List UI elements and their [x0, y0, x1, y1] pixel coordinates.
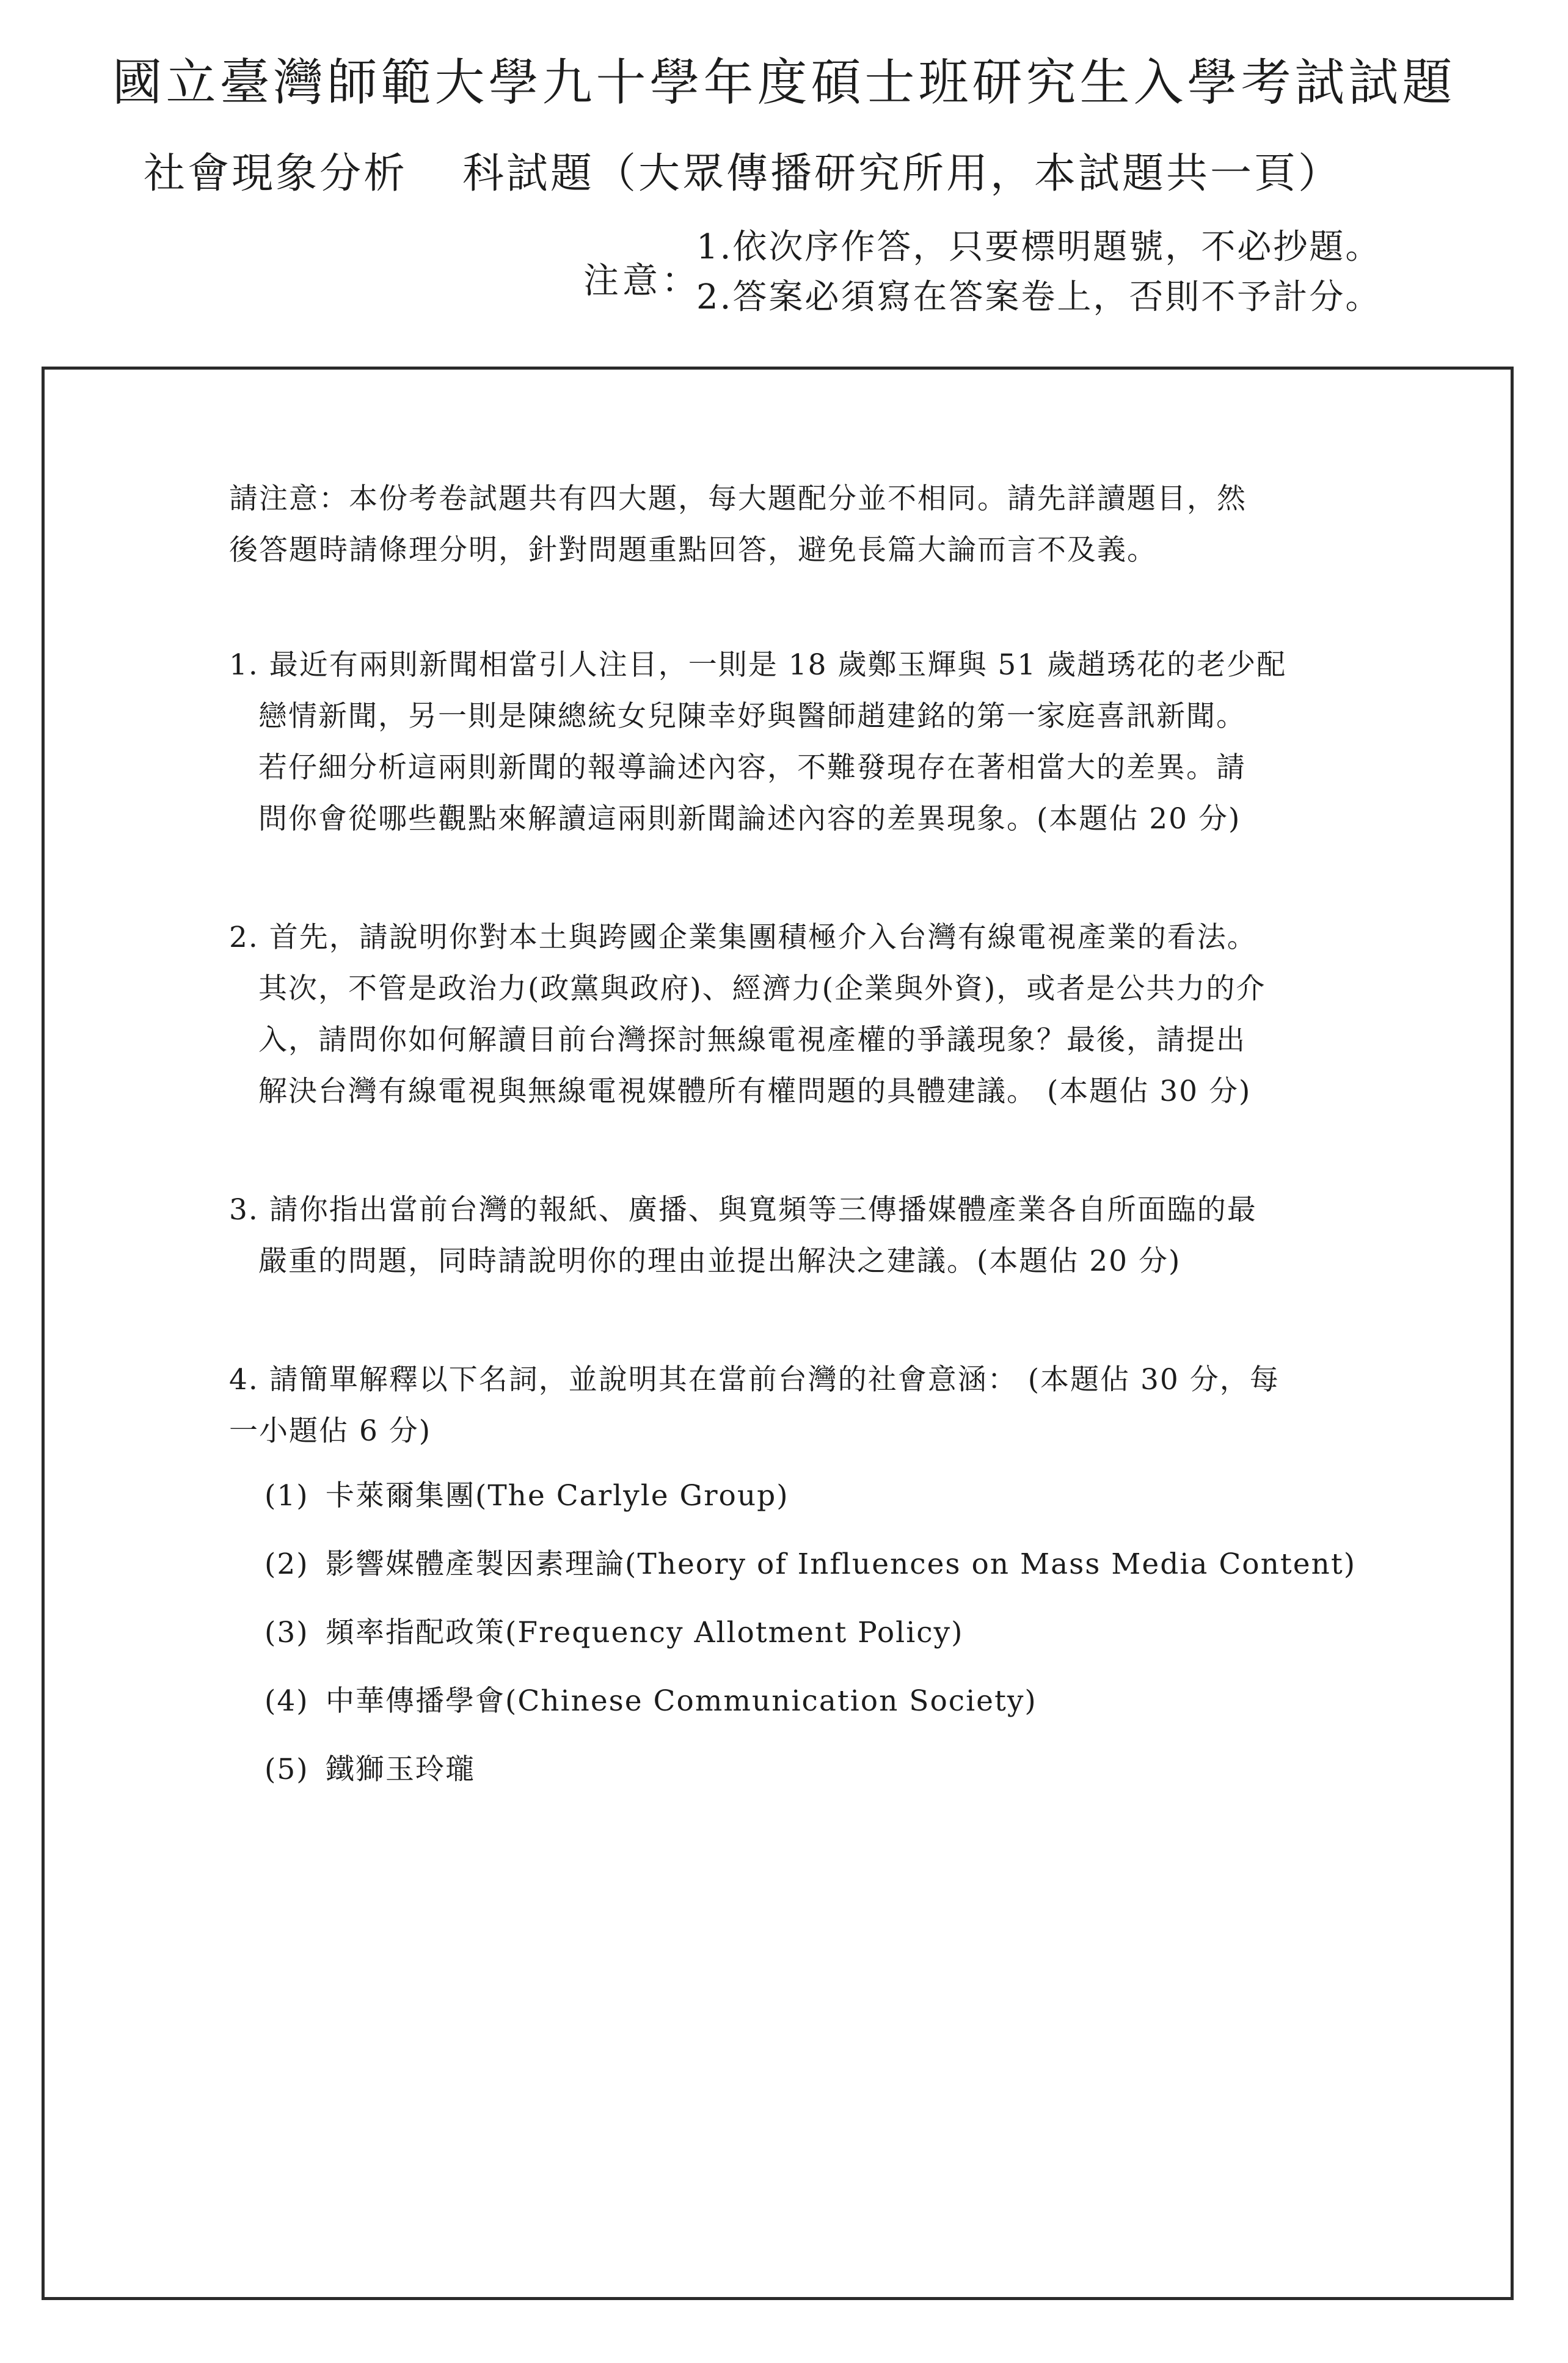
question-line: 2. 首先，請說明你對本土與跨國企業集團積極介入台灣有線電視產業的看法。	[229, 921, 1257, 954]
exam-subtitle	[144, 141, 1342, 200]
question-1	[229, 640, 1304, 845]
question-line: 嚴重的問題，同時請說明你的理由並提出解決之建議。(本題佔 20 分)	[258, 1244, 1181, 1278]
term-number: (3)	[264, 1616, 309, 1649]
subtitle-rest: 科試題（大眾傳播研究所用，本試題共一頁）	[462, 150, 1343, 198]
notice-item: 1.依次序作答，只要標明題號，不必抄題。	[696, 227, 1382, 267]
exam-content	[229, 473, 1357, 1816]
exam-title: 國立臺灣師範大學九十學年度碩士班研究生入學考試試題	[112, 54, 1456, 112]
term-item	[229, 1462, 1304, 1530]
term-list	[229, 1462, 1357, 1804]
term-text: 卡萊爾集團(The Carlyle Group)	[326, 1479, 789, 1513]
question-line: 問你會從哪些觀點來解讀這兩則新聞論述內容的差異現象。(本題佔 20 分)	[258, 802, 1241, 836]
question-2	[229, 912, 1304, 1117]
term-text: 中華傳播學會(Chinese Communication Society)	[326, 1684, 1037, 1718]
question-line: 解決台灣有線電視與無線電視媒體所有權問題的具體建議。 (本題佔 30 分)	[258, 1075, 1252, 1108]
question-line: 4. 請簡單解釋以下名詞，並說明其在當前台灣的社會意涵： (本題佔 30 分，每	[229, 1363, 1280, 1397]
term-item	[229, 1599, 1304, 1667]
question-line: 一小題佔 6 分)	[229, 1414, 432, 1448]
question-line: 若仔細分析這兩則新聞的報導論述內容，不難發現存在著相當大的差異。請	[258, 751, 1246, 784]
question-line: 3. 請你指出當前台灣的報紙、廣播、與寬頻等三傳播媒體產業各自所面臨的最	[229, 1193, 1257, 1227]
intro-line: 後答題時請條理分明，針對問題重點回答，避免長篇大論而言不及義。	[229, 533, 1157, 567]
term-number: (4)	[264, 1684, 309, 1718]
question-line: 入，請問你如何解讀目前台灣探討無線電視產權的爭議現象？最後，請提出	[258, 1023, 1246, 1057]
intro-paragraph	[229, 473, 1304, 576]
term-item	[229, 1667, 1304, 1736]
question-line: 1. 最近有兩則新聞相當引人注目，一則是 18 歲鄭玉輝與 51 歲趙琇花的老少配	[229, 648, 1287, 682]
term-item	[229, 1736, 1304, 1804]
question-3	[229, 1185, 1304, 1287]
term-text: 頻率指配政策(Frequency Allotment Policy)	[326, 1616, 964, 1649]
term-number: (2)	[264, 1547, 309, 1581]
question-4	[229, 1354, 1357, 1804]
term-number: (5)	[264, 1753, 309, 1786]
notice-label: 注意：	[583, 260, 701, 301]
intro-line: 請注意：本份考卷試題共有四大題，每大題配分並不相同。請先詳讀題目，然	[229, 482, 1247, 516]
term-text: 鐵獅玉玲瓏	[326, 1753, 475, 1786]
notice-item: 2.答案必須寫在答案卷上，否則不予計分。	[696, 277, 1382, 317]
subject-name: 社會現象分析	[144, 150, 408, 198]
question-line: 其次，不管是政治力(政黨與政府)、經濟力(企業與外資)，或者是公共力的介	[258, 972, 1266, 1006]
term-number: (1)	[264, 1479, 309, 1513]
term-item	[229, 1530, 1357, 1599]
term-text: 影響媒體產製因素理論(Theory of Influences on Mass Media Content)	[326, 1547, 1357, 1581]
notice-block	[583, 220, 1439, 324]
question-line: 戀情新聞，另一則是陳總統女兒陳幸妤與醫師趙建銘的第一家庭喜訊新聞。	[258, 699, 1246, 733]
